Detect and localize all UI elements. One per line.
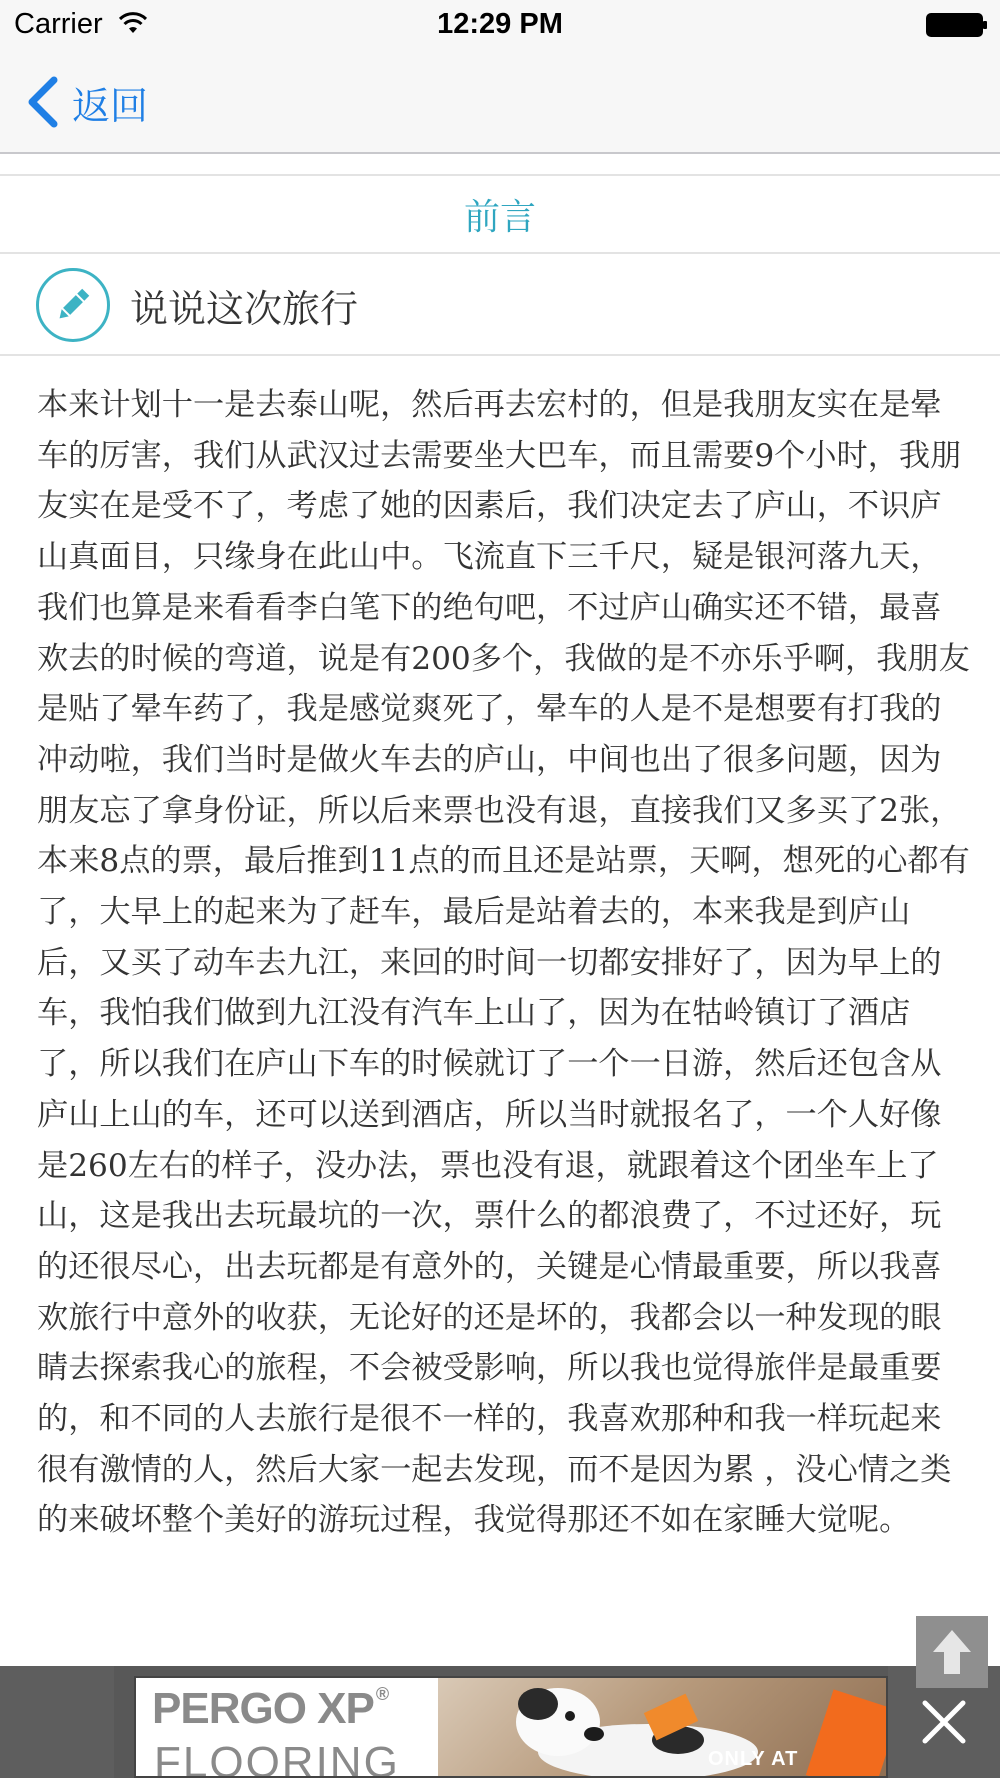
pencil-icon bbox=[53, 285, 93, 325]
article-header bbox=[0, 254, 1000, 354]
ad-brand bbox=[152, 1684, 388, 1734]
ad-store-text: ONLY AT bbox=[708, 1748, 799, 1770]
navigation-bar bbox=[0, 50, 1000, 154]
ad-brand-mark: ® bbox=[375, 1684, 389, 1704]
ad-subline: FLOORING bbox=[154, 1738, 400, 1778]
battery-icon bbox=[926, 13, 988, 37]
back-label: 返回 bbox=[72, 83, 149, 128]
close-icon bbox=[921, 1699, 967, 1745]
article-title: 说说这次旅行 bbox=[130, 287, 359, 331]
status-bar bbox=[0, 0, 1000, 50]
carrier-label: Carrier bbox=[14, 8, 103, 40]
store-logo bbox=[806, 1689, 888, 1778]
ad-banner-strip bbox=[0, 1666, 1000, 1778]
back-button[interactable] bbox=[26, 74, 148, 130]
ad-banner[interactable] bbox=[134, 1676, 888, 1778]
status-time: 12:29 PM bbox=[437, 8, 563, 40]
article-body: 本来计划十一是去泰山呢，然后再去宏村的，但是我朋友实在是晕车的厉害，我们从武汉过去需要坐大巴车，而且需要9个小时，我朋友实在是受不了，考虑了她的因素后，我们决定去了庐山，不识庐山真面目，只缘身在此山中。飞流直下三千尺，疑是银河落九天，我们也算是来看看李白笔下的绝句吧，不过庐山确实还不错，最喜欢去的时候的弯道，说是有200多个，我做的是不亦乐乎啊，我朋友是贴了晕车药了，我是感觉爽死了，晕车的人是不是想要有打我的冲动啦，我们当时是做火车去的庐山，中间也出了很多问题，因为朋友忘了拿身份证，所以后来票也没有退，直接我们又多买了2张，本来8点的票，最后推到11点的而且还是站票，天啊，想死的心都有了，大早上的起来为了赶车，最后是站着去的，本来我是到庐山后，又买了动车去九江，来回的时间一切都安排好了，因为早上的车，我怕我们做到九江没有汽车上山了，因为在牯岭镇订了酒店了，所以我们在庐山下车的时候就订了一个一日游，然后还包含从庐山上山的车，还可以送到酒店，所以当时就报名了，一个人好像是260左右的样子，没办法，票也没有退，就跟着这个团坐车上了山，这是我出去玩最坑的一次，票什么的都浪费了，不过还好，玩的还很尽心，出去玩都是有意外的，关键是心情最重要，所以我喜欢旅行中意外的收获，无论好的还是坏的，我都会以一种发现的眼睛去探索我心的旅程，不会被受影响，所以我也觉得旅伴是最重要的，和不同的人去旅行是很不一样的，我喜欢那种和我一样玩起来很有激情的人，然后大家一起去发现，而不是因为累 ，没心情之类的来破坏整个美好的游玩过程，我觉得那还不如在家睡大觉呢。 bbox=[37, 387, 970, 1539]
ad-left-panel bbox=[0, 1666, 114, 1778]
ad-brand-text: PERGO XP bbox=[152, 1684, 374, 1733]
divider bbox=[0, 354, 1000, 356]
section-title: 前言 bbox=[463, 196, 536, 238]
ad-photo bbox=[438, 1678, 888, 1778]
arrow-up-icon bbox=[931, 1628, 973, 1676]
scroll-to-top-button[interactable] bbox=[916, 1616, 988, 1688]
pencil-badge bbox=[36, 268, 110, 342]
chevron-left-icon bbox=[26, 76, 60, 128]
